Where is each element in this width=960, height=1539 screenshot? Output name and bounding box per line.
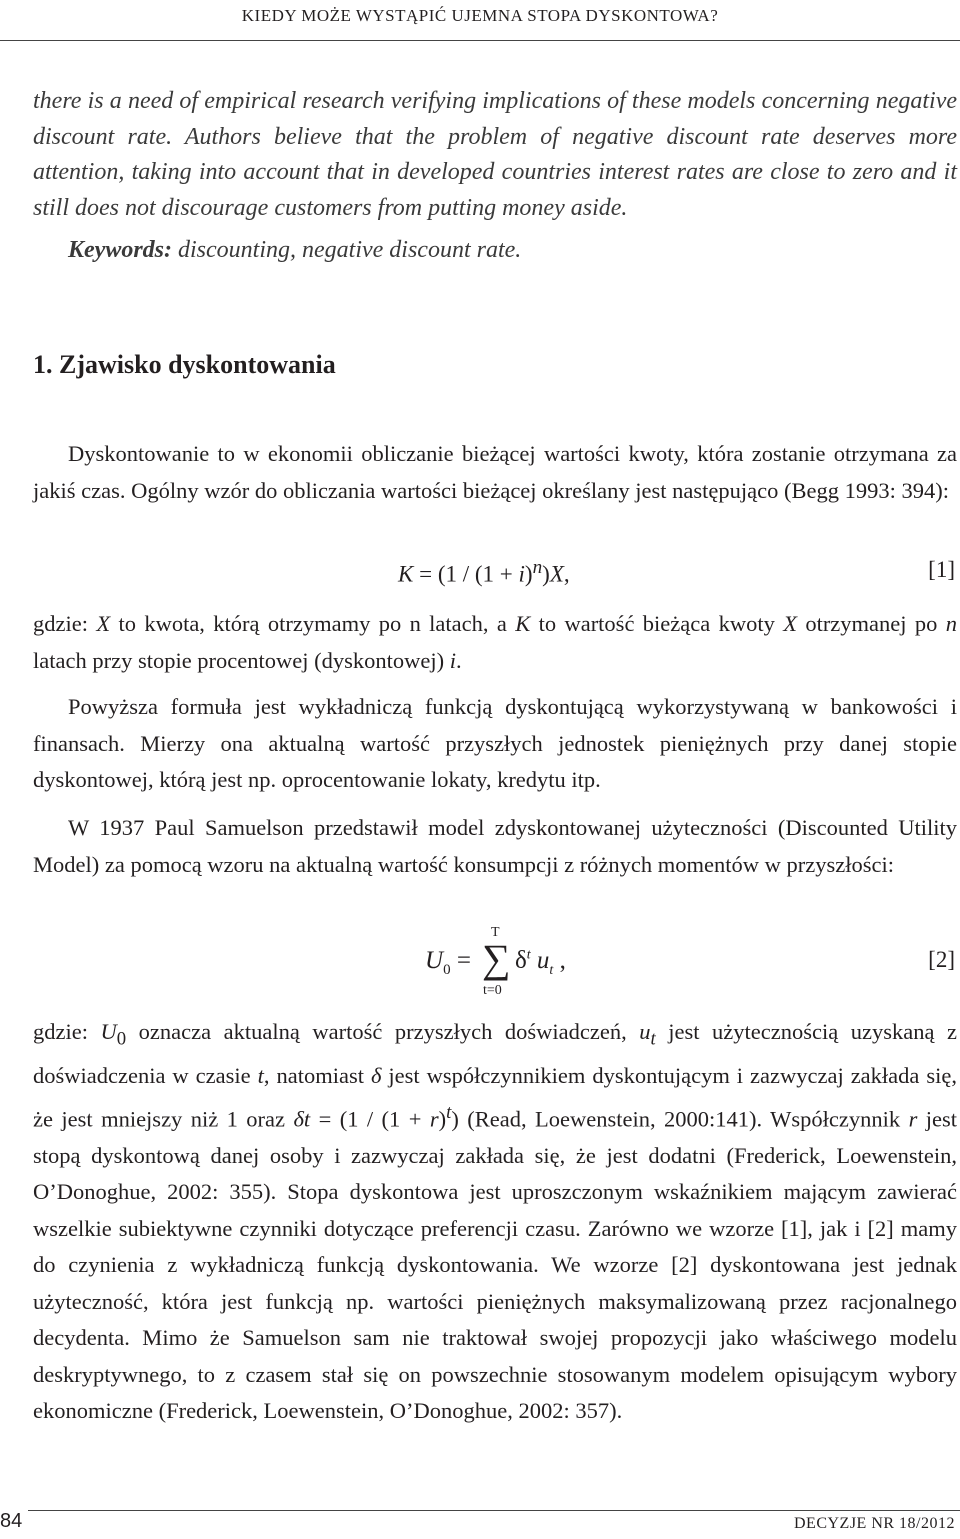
paragraph-2-block [33,606,957,679]
page-number: 84 [0,1510,23,1532]
paragraph-5-block [33,1014,957,1430]
paragraph-4: W 1937 Paul Samuelson przedstawił model zdyskontowanej użyteczności (Discounted Utility Model) za pomocą wzoru na aktualną wartość konsumpcji z różnych momentów w przyszłości: [33,815,957,877]
paragraph-3-block [33,689,957,799]
paragraph-5: gdzie: $U_0$ oznacza aktualną wartość przyszłych doświadczeń, $u_t$ jest użytecznością uzyskaną z doświadczenia w czasie t, natomiast δ jest współczynnikiem dyskontującym i zazwyczaj zakłada się, że jest mniejszy niż 1 oraz $\delta t = (1 / (1 + r)^t)$ (Read, Loewenstein, 2000:141). Współczynnik r jest stopą dyskontową danej osoby i zazwyczaj zakłada się, że jest dodatni (Frederick, Loewenstein, O’Donoghue, 2002: 355). Stopa dyskontowa jest uproszczonym wskaźnikiem mającym zawierać wszelkie subiektywne czynniki dotyczące preferencji czasu. Zarówno we wzorze [1], jak i [2] mamy do czynienia z wykładniczą funkcją dyskontowania. We wzorze [2] dyskontowana jest jednak użyteczność, która jest funkcją np. wartości pieniężnych maksymalizowaną przez racjonalnego decydenta. Mimo że Samuelson sam nie traktował swojej propozycji jako właściwego modelu deskryptywnego, to z czasem stał się on powszechnie stosowanym modelem opisującym wybory ekonomiczne (Frederick, Loewenstein, O’Donoghue, 2002: 357). [33,1019,957,1423]
formula-2 [0,925,960,1005]
journal-name: DECYZJE NR 18/2012 [794,1515,955,1532]
section-heading: 1. Zjawisko dyskontowania [33,350,336,379]
formula-2-sum-bottom: t=0 [483,983,502,998]
formula-2-number: [2] [928,947,955,972]
footer-rule [28,1510,960,1511]
abstract [33,84,957,226]
abstract-text: there is a need of empirical research verifying implications of these models concerning negative discount rate. Authors believe that the problem of negative discount rate deserves more attention, taking into account that in developed countries interest rates are close to zero and it still does not discourage customers from putting money aside. [33,88,957,221]
paragraph-4-block [33,810,957,883]
keywords-text: discounting, negative discount rate. [178,237,522,263]
paragraph-2: gdzie: X to kwota, którą otrzymamy po n latach, a K to wartość bieżąca kwoty X otrzymanej po n latach przy stopie procentowej (dyskontowej) i. [33,611,957,673]
running-title: KIEDY MOŻE WYSTĄPIĆ UJEMNA STOPA DYSKONTOWA? [241,6,719,25]
sum-symbol: ∑ [482,936,511,981]
formula-1-number: [1] [928,557,955,582]
running-header [0,0,960,41]
formula-1 [0,557,960,597]
paragraph-1-block [33,436,957,509]
paragraph-3: Powyższa formuła jest wykładniczą funkcją dyskontującą wykorzystywaną w bankowości i finansach. Mierzy ona aktualną wartość przyszłych jednostek pieniężnych przy danej stopie dyskontowej, którą jest np. oprocentowanie lokaty, kredytu itp. [33,694,957,792]
keywords-label: Keywords: [68,237,172,263]
paragraph-1: Dyskontowanie to w ekonomii obliczanie bieżącej wartości kwoty, która zostanie otrzymana za jakiś czas. Ogólny wzór do obliczania wartości bieżącej określany jest następująco (Begg 1993: 394): [33,441,957,503]
formula-1-expression: $K = (1 / (1 + i)^n)X$, [398,557,570,587]
formula-2-sum-top: T [491,925,500,940]
keywords [68,237,948,264]
formula-2-body: $\delta^t$ $u_t$ , [515,947,566,978]
formula-2-lhs: $U_0$ = [425,947,471,978]
